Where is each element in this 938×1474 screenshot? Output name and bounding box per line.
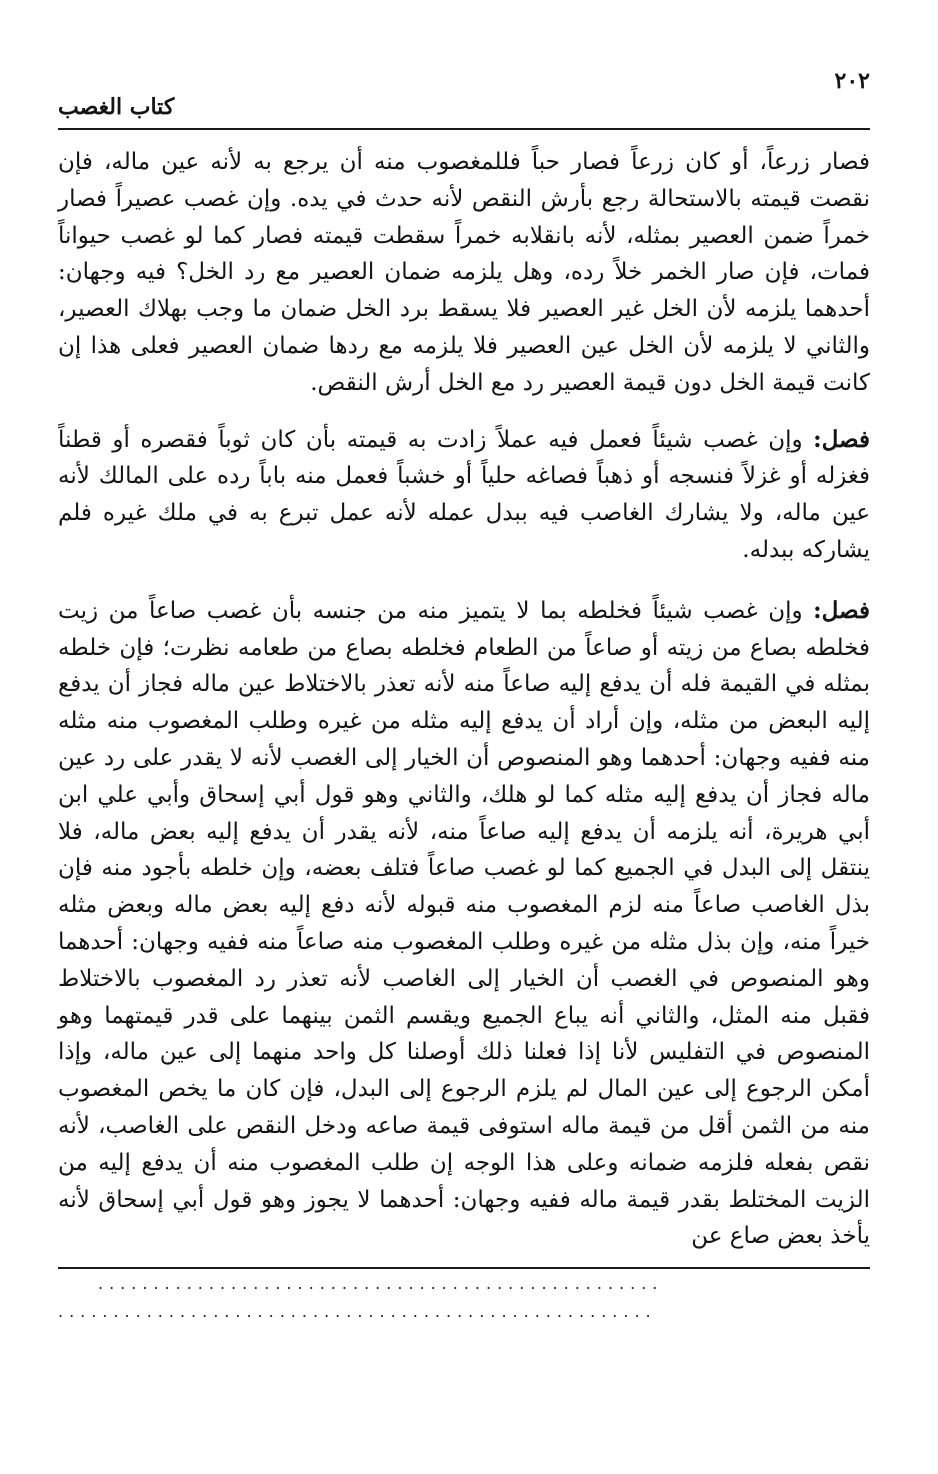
book-page	[58, 68, 870, 1323]
footnote-rule	[58, 1267, 870, 1269]
paragraph-3-text: وإن غصب شيئاً فخلطه بما لا يتميز منه من جنسه بأن غصب صاعاً من زيت فخلطه بصاع من زيته أو صاعاً من الطعام فخلطه بصاع من طعامه نظرت؛ فإن خلطه بمثله في القيمة فله أن يدفع إليه صاعاً منه لأنه تعذر بالاختلاط عين ماله فجاز أن يدفع إليه البعض من مثله، وإن أراد أن يدفع إليه مثله من غيره وطلب المغصوب منه مثله منه ففيه وجهان: أحدهما وهو المنصوص أن الخيار إلى الغصب لأنه لا يقدر على رد عين ماله فجاز أن يدفع إليه مثله كما لو هلك، والثاني وهو قول أبي إسحاق وأبي علي ابن أبي هريرة، أنه يلزمه أن يدفع إليه صاعاً منه، لأنه يقدر أن يدفع إليه بعض ماله، فلا ينتقل إلى البدل في الجميع كما لو غصب صاعاً فتلف بعضه، وإن خلطه بأجود منه فإن بذل الغاصب صاعاً منه لزم المغصوب منه قبوله لأنه دفع إليه بعض ماله وبعض مثله خيراً منه، وإن بذل مثله من غيره وطلب المغصوب منه صاعاً منه ففيه وجهان: أحدهما وهو المنصوص في الغصب أن الخيار إلى الغاصب لأنه تعذر رد المغصوب بالاختلاط فقبل منه المثل، والثاني أنه يباع الجميع ويقسم الثمن بينهما على قدر قيمتهما وهو المنصوص في التفليس لأنا إذا فعلنا ذلك أوصلنا كل واحد منهما إلى عين ماله، وإذا أمكن الرجوع إلى عين المال لم يلزم الرجوع إلى البدل، فإن كان ما يخص المغصوب منه من الثمن أقل من قيمة ماله استوفى قيمة صاعه ودخل النقص على الغاصب، لأنه نقص بفعله فلزمه ضمانه وعلى هذا الوجه إن طلب المغصوب منه أن يدفع إليه من الزيت المختلط بقدر قيمة ماله ففيه وجهان: أحدهما لا يجوز وهو قول أبي إسحاق لأنه يأخذ بعض صاع عن	[58, 597, 870, 1250]
running-header	[58, 68, 870, 120]
chapter-title: كتاب الغصب	[58, 94, 175, 120]
footnote-dotted-line: ......................................................	[58, 1302, 657, 1322]
paragraph-2	[58, 422, 870, 569]
section-label: فصل:	[813, 425, 870, 453]
page-number: ٢٠٢	[834, 68, 870, 94]
paragraph-2-text: وإن غصب شيئاً فعمل فيه عملاً زادت به قيمته بأن كان ثوباً فقصره أو قطناً فغزله أو غزلاً فنسجه أو ذهباً فصاغه حلياً أو خشباً فعمل منه باباً رده على المالك لأنه عين ماله، ولا يشارك الغاصب فيه ببدل عمله لأنه عمل تبرع به في ملك غيره فلم يشاركه ببدله.	[58, 426, 870, 563]
footnote-dotted-line: ...................................................	[98, 1274, 664, 1294]
paragraph-1: فصار زرعاً، أو كان زرعاً فصار حباً فللمغصوب منه أن يرجع به لأنه عين ماله، فإن نقصت قيمته بالاستحالة رجع بأرش النقص لأنه حدث في يده. وإن غصب عصيراً فصار خمراً ضمن العصير بمثله، لأنه بانقلابه خمراً سقطت قيمته فصار كما لو غصب حيواناً فمات، فإن صار الخمر خلاً رده، وهل يلزمه ضمان العصير مع رد الخل؟ فيه وجهان: أحدهما يلزمه لأن الخل غير العصير فلا يسقط برد الخل ضمان ما وجب بهلاك العصير، والثاني لا يلزمه لأن الخل عين العصير فلا يلزمه مع ردها ضمان العصير فعلى هذا إن كانت قيمة الخل دون قيمة العصير رد مع الخل أرش النقص.	[58, 149, 870, 396]
header-rule	[58, 128, 870, 130]
section-label: فصل:	[813, 596, 870, 624]
paragraph-3	[58, 593, 870, 1255]
